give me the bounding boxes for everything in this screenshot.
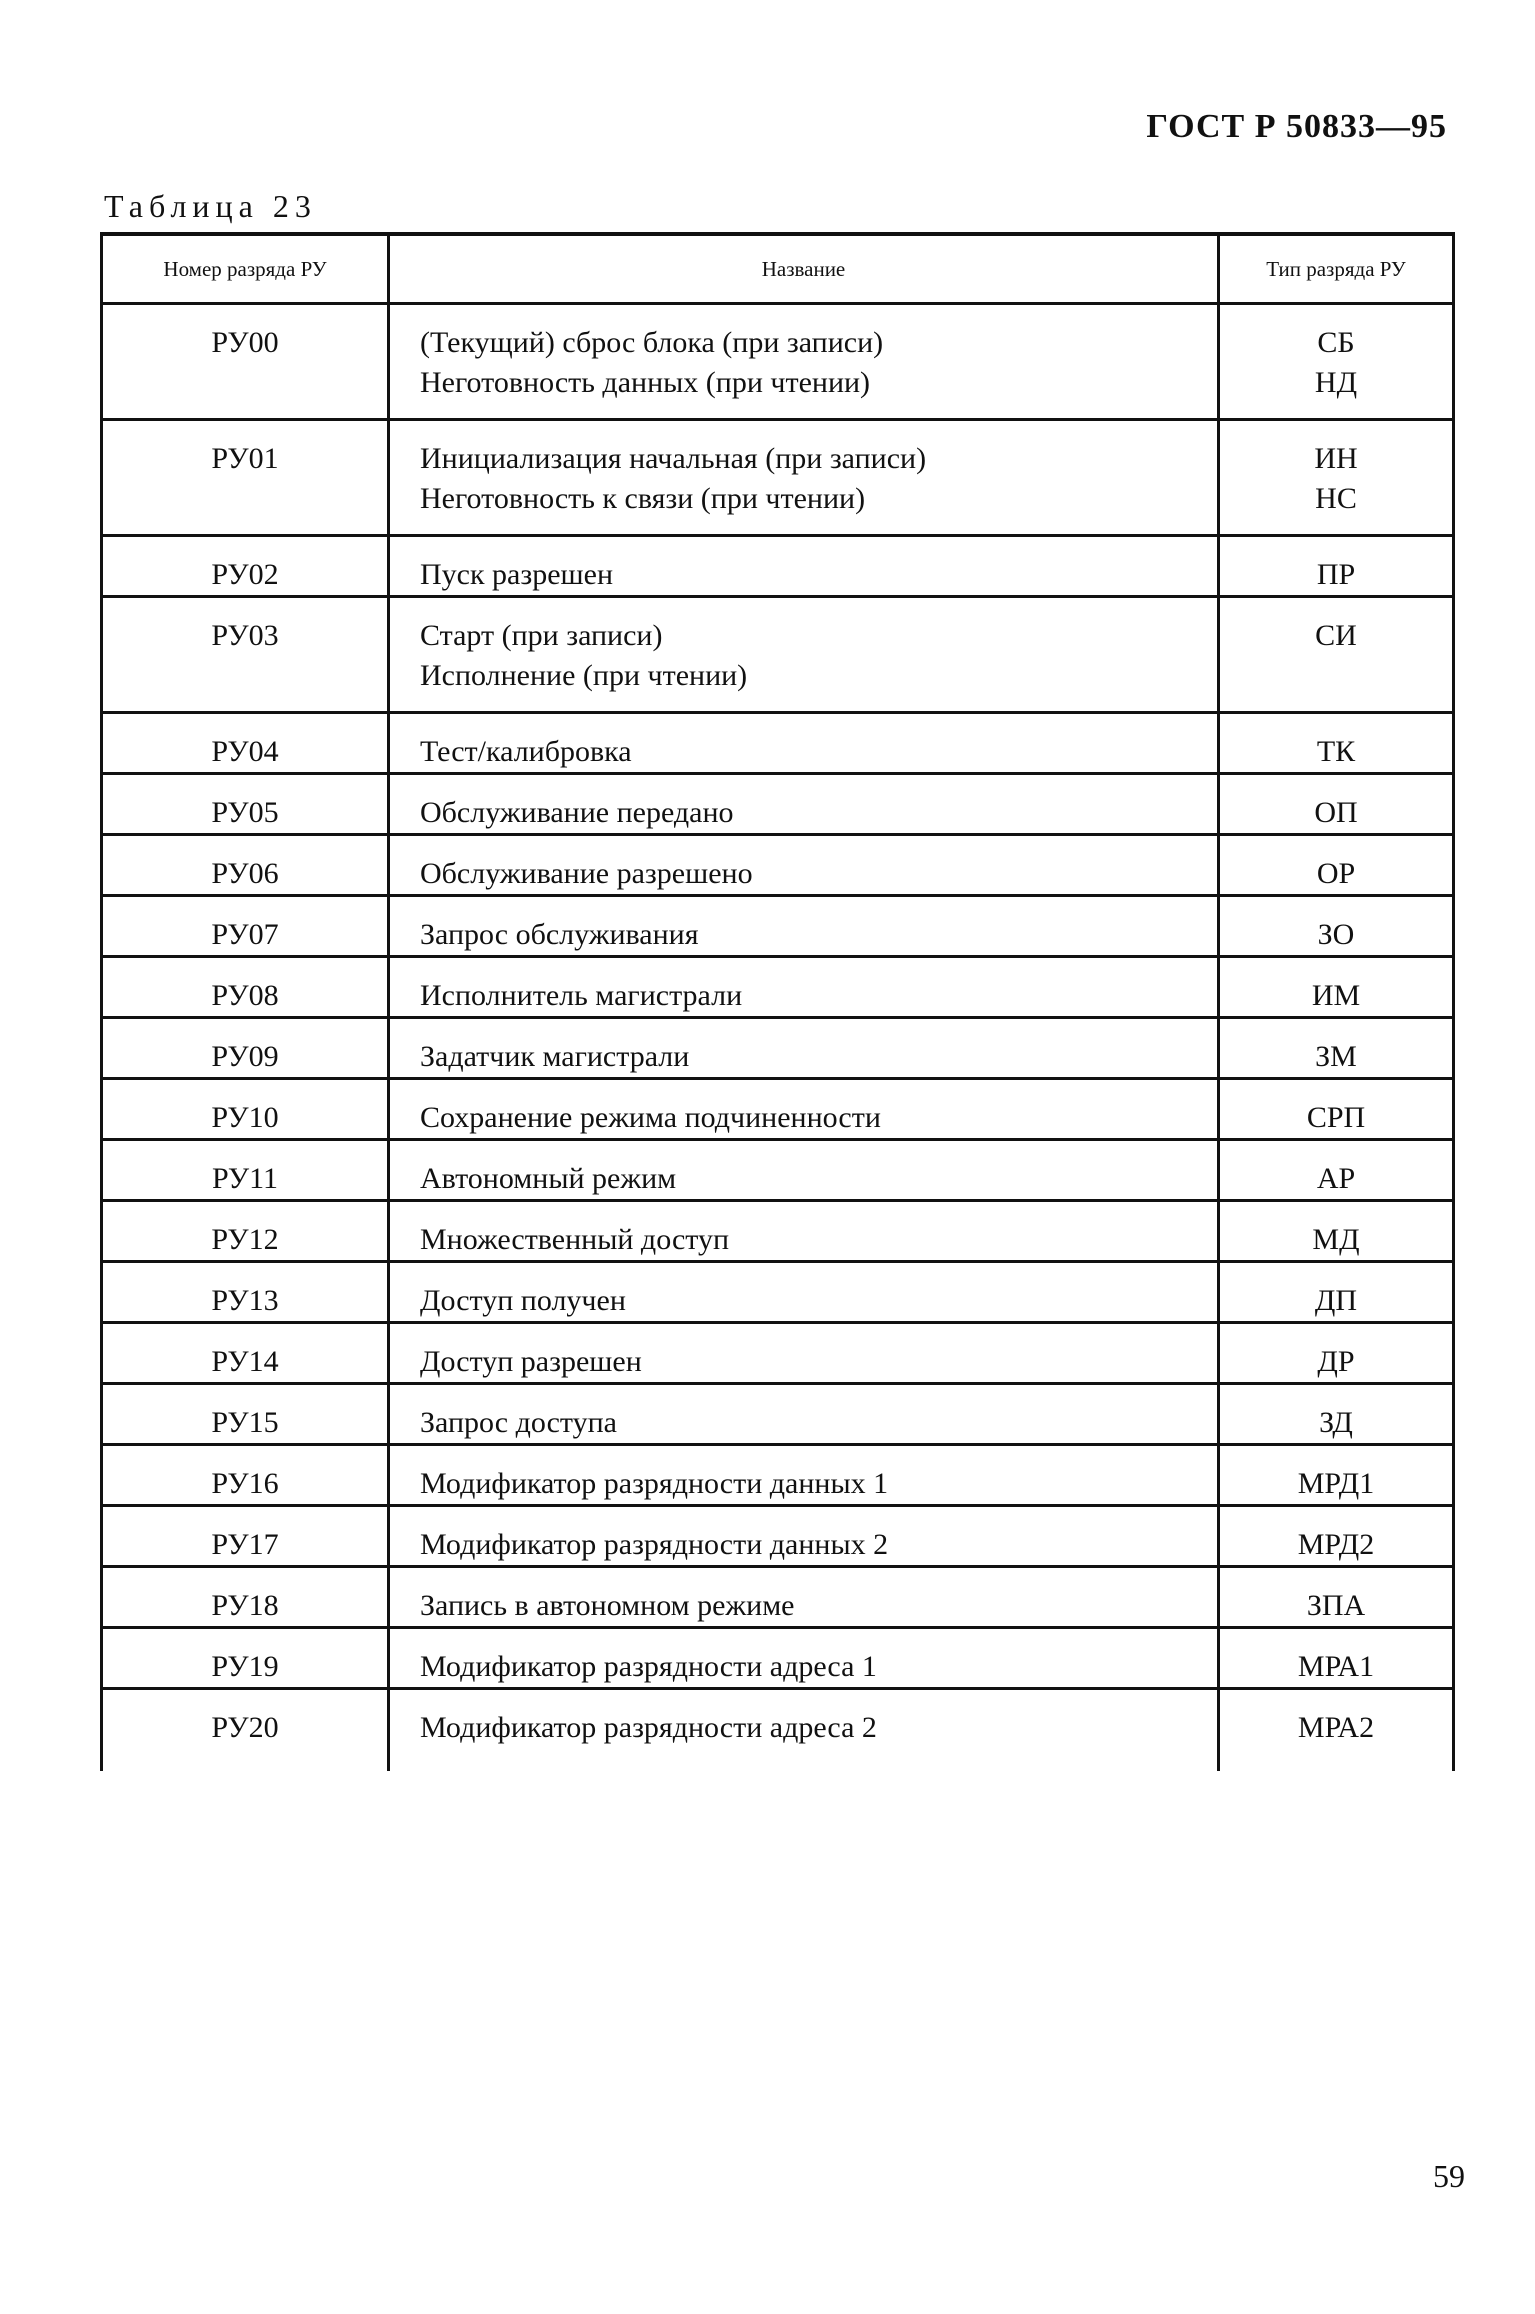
bit-name-line: (Текущий) сброс блока (при записи) (420, 326, 884, 359)
bit-type-cell (1219, 1018, 1454, 1079)
bit-number-cell: РУ20 (102, 1689, 389, 1771)
table-caption: Таблица 23 (104, 188, 317, 224)
table-row (102, 597, 1454, 713)
bit-number-cell: РУ16 (102, 1445, 389, 1506)
table-row (102, 304, 1454, 420)
bit-name-line: Автономный режим (420, 1162, 677, 1195)
bit-name-line: Сохранение режима подчиненности (420, 1101, 881, 1134)
bit-name-line: Модификатор разрядности данных 2 (420, 1528, 889, 1561)
table-row (102, 835, 1454, 896)
bit-name-cell (389, 896, 1219, 957)
bit-type-cell (1219, 597, 1454, 713)
bit-number-cell: РУ19 (102, 1628, 389, 1689)
bit-type-cell (1219, 1567, 1454, 1628)
table-row (102, 1140, 1454, 1201)
bit-name-cell (389, 774, 1219, 835)
bit-name-line: Запись в автономном режиме (420, 1589, 795, 1622)
bit-number-cell: РУ01 (102, 420, 389, 536)
document-standard-header: ГОСТ Р 50833—95 (1146, 108, 1447, 145)
table-row (102, 1079, 1454, 1140)
bit-type-line: ИН (1314, 442, 1358, 475)
table-row (102, 536, 1454, 597)
bit-type-cell (1219, 957, 1454, 1018)
bit-name-cell (389, 1323, 1219, 1384)
bit-type-line: ЗО (1317, 918, 1355, 951)
bit-type-line: МРА1 (1297, 1650, 1375, 1683)
bit-number-cell: РУ18 (102, 1567, 389, 1628)
bit-number-cell: РУ06 (102, 835, 389, 896)
bit-number-cell: РУ15 (102, 1384, 389, 1445)
bit-name-cell (389, 304, 1219, 420)
bit-type-cell (1219, 536, 1454, 597)
bit-name-cell (389, 835, 1219, 896)
table-row (102, 713, 1454, 774)
bit-number-cell: РУ00 (102, 304, 389, 420)
bit-name-line: Задатчик магистрали (420, 1040, 690, 1073)
bit-type-cell (1219, 1506, 1454, 1567)
table-row (102, 1323, 1454, 1384)
bit-type-cell (1219, 1384, 1454, 1445)
bit-type-cell (1219, 1445, 1454, 1506)
table-body (102, 304, 1454, 1771)
bit-number-cell: РУ10 (102, 1079, 389, 1140)
bit-type-cell (1219, 1079, 1454, 1140)
column-header-bit-number: Номер разряда РУ (102, 234, 389, 304)
bit-type-line: ОП (1314, 796, 1358, 829)
bit-name-cell (389, 1445, 1219, 1506)
bit-type-line: ЗМ (1315, 1040, 1357, 1073)
bit-name-cell (389, 536, 1219, 597)
bit-name-line: Модификатор разрядности данных 1 (420, 1467, 889, 1500)
bit-name-cell (389, 1506, 1219, 1567)
bit-number-cell: РУ03 (102, 597, 389, 713)
bit-name-cell (389, 1018, 1219, 1079)
bit-name-line: Запрос доступа (420, 1406, 617, 1439)
page-number: 59 (1433, 2158, 1465, 2194)
bit-name-line: Тест/калибровка (420, 735, 632, 768)
bit-name-line: Исполнение (при чтении) (420, 659, 748, 692)
bit-name-line: Доступ получен (420, 1284, 626, 1317)
bit-name-cell (389, 420, 1219, 536)
bit-name-line: Старт (при записи) (420, 619, 663, 652)
column-header-name: Название (389, 234, 1219, 304)
bit-type-line: НС (1315, 482, 1357, 515)
bit-number-cell: РУ07 (102, 896, 389, 957)
bit-type-line: СБ (1317, 326, 1355, 359)
bit-type-cell (1219, 420, 1454, 536)
bit-name-line: Модификатор разрядности адреса 1 (420, 1650, 877, 1683)
bit-type-line: ПР (1316, 558, 1356, 591)
table-row (102, 1201, 1454, 1262)
bit-name-line: Доступ разрешен (420, 1345, 642, 1378)
bit-name-cell (389, 1689, 1219, 1771)
bit-number-cell: РУ08 (102, 957, 389, 1018)
bit-name-cell (389, 1201, 1219, 1262)
bit-name-cell (389, 597, 1219, 713)
bit-name-cell (389, 1262, 1219, 1323)
bit-type-cell (1219, 304, 1454, 420)
bit-name-cell (389, 1567, 1219, 1628)
bit-type-cell (1219, 1628, 1454, 1689)
bit-type-cell (1219, 1201, 1454, 1262)
bit-type-line: СРП (1306, 1101, 1366, 1134)
bit-type-line: МРД1 (1297, 1467, 1375, 1500)
bit-type-cell (1219, 1262, 1454, 1323)
table-row (102, 774, 1454, 835)
bit-type-line: МРД2 (1297, 1528, 1375, 1561)
table-row (102, 1567, 1454, 1628)
bit-type-line: ДР (1317, 1345, 1355, 1378)
bit-type-cell (1219, 1140, 1454, 1201)
bit-name-cell (389, 1384, 1219, 1445)
bit-number-cell: РУ12 (102, 1201, 389, 1262)
bit-number-cell: РУ05 (102, 774, 389, 835)
bit-name-line: Неготовность к связи (при чтении) (420, 482, 866, 515)
bit-name-line: Обслуживание разрешено (420, 857, 753, 890)
bit-name-cell (389, 713, 1219, 774)
bit-number-cell: РУ11 (102, 1140, 389, 1201)
bit-type-line: ИМ (1311, 979, 1361, 1012)
bit-name-cell (389, 1140, 1219, 1201)
table-row (102, 1262, 1454, 1323)
bit-name-line: Модификатор разрядности адреса 2 (420, 1711, 877, 1744)
bit-type-line: ЗД (1319, 1406, 1353, 1439)
bit-type-line: АР (1316, 1162, 1356, 1195)
table-row (102, 1506, 1454, 1567)
bit-type-line: НД (1314, 366, 1358, 399)
table-row (102, 1445, 1454, 1506)
bit-number-cell: РУ14 (102, 1323, 389, 1384)
bit-type-line: ОР (1316, 857, 1356, 890)
bit-name-cell (389, 1079, 1219, 1140)
bit-name-line: Неготовность данных (при чтении) (420, 366, 871, 399)
bit-number-cell: РУ09 (102, 1018, 389, 1079)
bit-name-line: Инициализация начальная (при записи) (420, 442, 927, 475)
bit-type-cell (1219, 774, 1454, 835)
bit-number-cell: РУ13 (102, 1262, 389, 1323)
bit-name-cell (389, 1628, 1219, 1689)
table-row (102, 1384, 1454, 1445)
bit-number-cell: РУ02 (102, 536, 389, 597)
bit-type-cell (1219, 1323, 1454, 1384)
bit-type-line: МД (1312, 1223, 1360, 1256)
bit-name-line: Обслуживание передано (420, 796, 734, 829)
bit-number-cell: РУ17 (102, 1506, 389, 1567)
bit-type-cell (1219, 835, 1454, 896)
bit-type-line: МРА2 (1297, 1711, 1375, 1744)
bit-type-line: СИ (1315, 619, 1357, 652)
table-header-row (102, 234, 1454, 304)
table-container (100, 232, 1452, 1771)
column-header-type: Тип разряда РУ (1219, 234, 1454, 304)
bit-name-line: Пуск разрешен (420, 558, 614, 591)
bit-type-cell (1219, 1689, 1454, 1771)
bit-type-cell (1219, 896, 1454, 957)
table-row (102, 1689, 1454, 1771)
bit-number-cell: РУ04 (102, 713, 389, 774)
table-row (102, 420, 1454, 536)
bit-type-line: ТК (1316, 735, 1356, 768)
table-row (102, 1018, 1454, 1079)
bit-name-line: Множественный доступ (420, 1223, 730, 1256)
bits-table (100, 232, 1455, 1771)
bit-type-line: ЗПА (1306, 1589, 1366, 1622)
bit-name-cell (389, 957, 1219, 1018)
table-row (102, 1628, 1454, 1689)
bit-type-line: ДП (1314, 1284, 1358, 1317)
bit-type-cell (1219, 713, 1454, 774)
bit-name-line: Исполнитель магистрали (420, 979, 743, 1012)
table-row (102, 896, 1454, 957)
bit-name-line: Запрос обслуживания (420, 918, 699, 951)
table-row (102, 957, 1454, 1018)
